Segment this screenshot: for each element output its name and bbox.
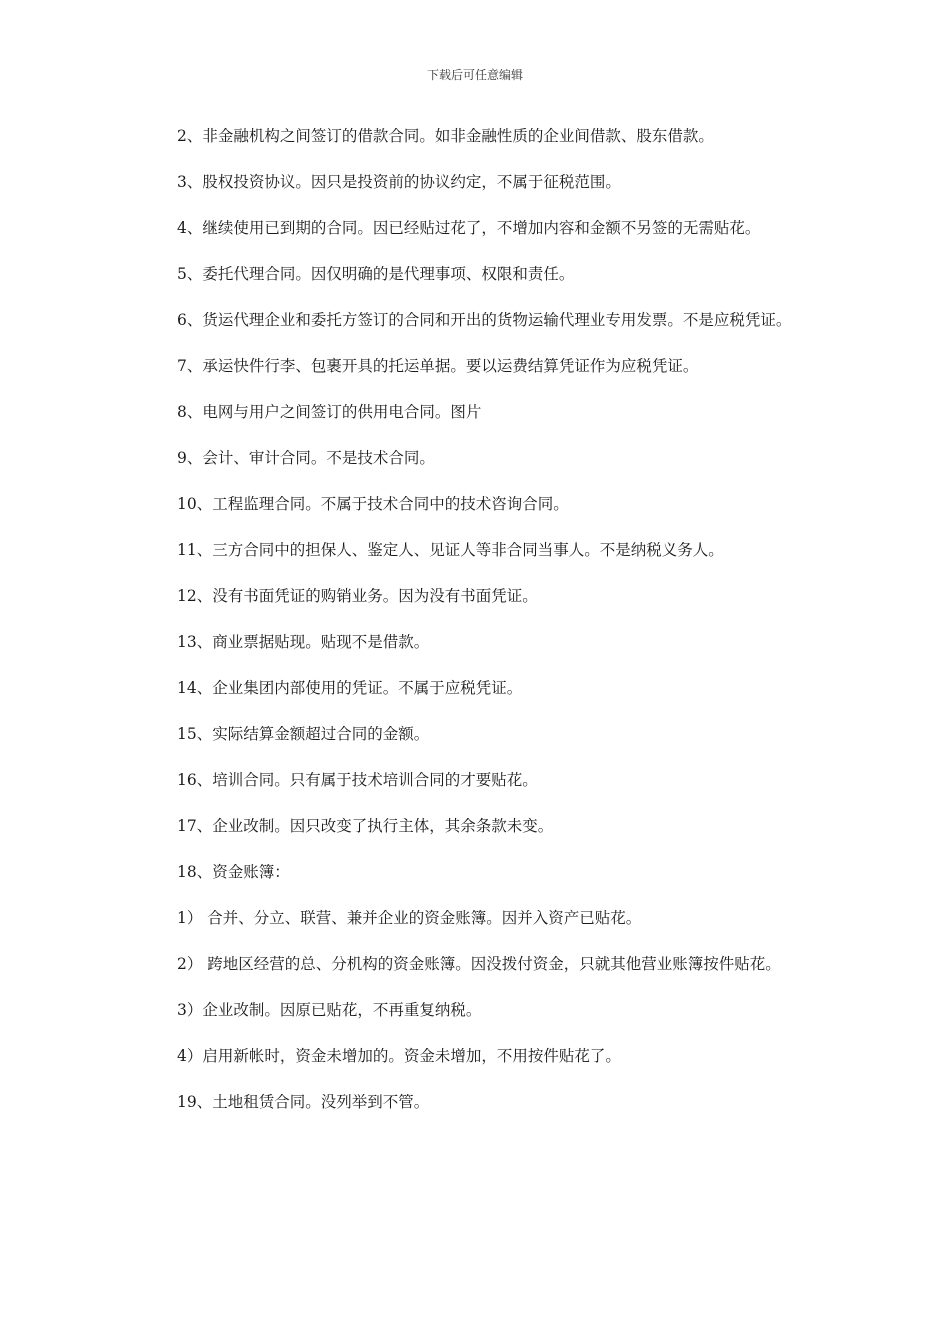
paragraph-18: 18、资金账簿： — [177, 863, 290, 881]
paragraph-17: 17、企业改制。因只改变了执行主体，其余条款未变。 — [177, 817, 554, 835]
paragraph-18-2: 2） 跨地区经营的总、分机构的资金账簿。因没拨付资金，只就其他营业账簿按件贴花。 — [177, 955, 781, 973]
paragraph-15: 15、实际结算金额超过合同的金额。 — [177, 725, 430, 743]
paragraph-9: 9、会计、审计合同。不是技术合同。 — [177, 449, 435, 467]
paragraph-18-3: 3）企业改制。因原已贴花，不再重复纳税。 — [177, 1001, 482, 1019]
document-body — [144, 120, 810, 1132]
paragraph-5: 5、委托代理合同。因仅明确的是代理事项、权限和责任。 — [177, 265, 575, 283]
paragraph-19: 19、土地租赁合同。没列举到不管。 — [177, 1093, 430, 1111]
page-header: 下载后可任意编辑 — [426, 68, 523, 82]
paragraph-6: 6、货运代理企业和委托方签订的合同和开出的货物运输代理业专用发票。不是应税凭证。 — [177, 311, 792, 329]
paragraph-10: 10、工程监理合同。不属于技术合同中的技术咨询合同。 — [177, 495, 569, 513]
paragraph-3: 3、股权投资协议。因只是投资前的协议约定，不属于征税范围。 — [177, 173, 621, 191]
paragraph-8: 8、电网与用户之间签订的供用电合同。图片 — [177, 403, 482, 421]
paragraph-13: 13、商业票据贴现。贴现不是借款。 — [177, 633, 430, 651]
paragraph-11: 11、三方合同中的担保人、鉴定人、见证人等非合同当事人。不是纳税义务人。 — [177, 541, 724, 559]
paragraph-18-1: 1） 合并、分立、联营、兼并企业的资金账簿。因并入资产已贴花。 — [177, 909, 642, 927]
paragraph-4: 4、继续使用已到期的合同。因已经贴过花了，不增加内容和金额不另签的无需贴花。 — [177, 219, 761, 237]
paragraph-16: 16、培训合同。只有属于技术培训合同的才要贴花。 — [177, 771, 538, 789]
paragraph-14: 14、企业集团内部使用的凭证。不属于应税凭证。 — [177, 679, 523, 697]
paragraph-7: 7、承运快件行李、包裹开具的托运单据。要以运费结算凭证作为应税凭证。 — [177, 357, 699, 375]
paragraph-18-4: 4）启用新帐时，资金未增加的。资金未增加，不用按件贴花了。 — [177, 1047, 621, 1065]
paragraph-2: 2、非金融机构之间签订的借款合同。如非金融性质的企业间借款、股东借款。 — [177, 127, 714, 145]
paragraph-12: 12、没有书面凭证的购销业务。因为没有书面凭证。 — [177, 587, 538, 605]
